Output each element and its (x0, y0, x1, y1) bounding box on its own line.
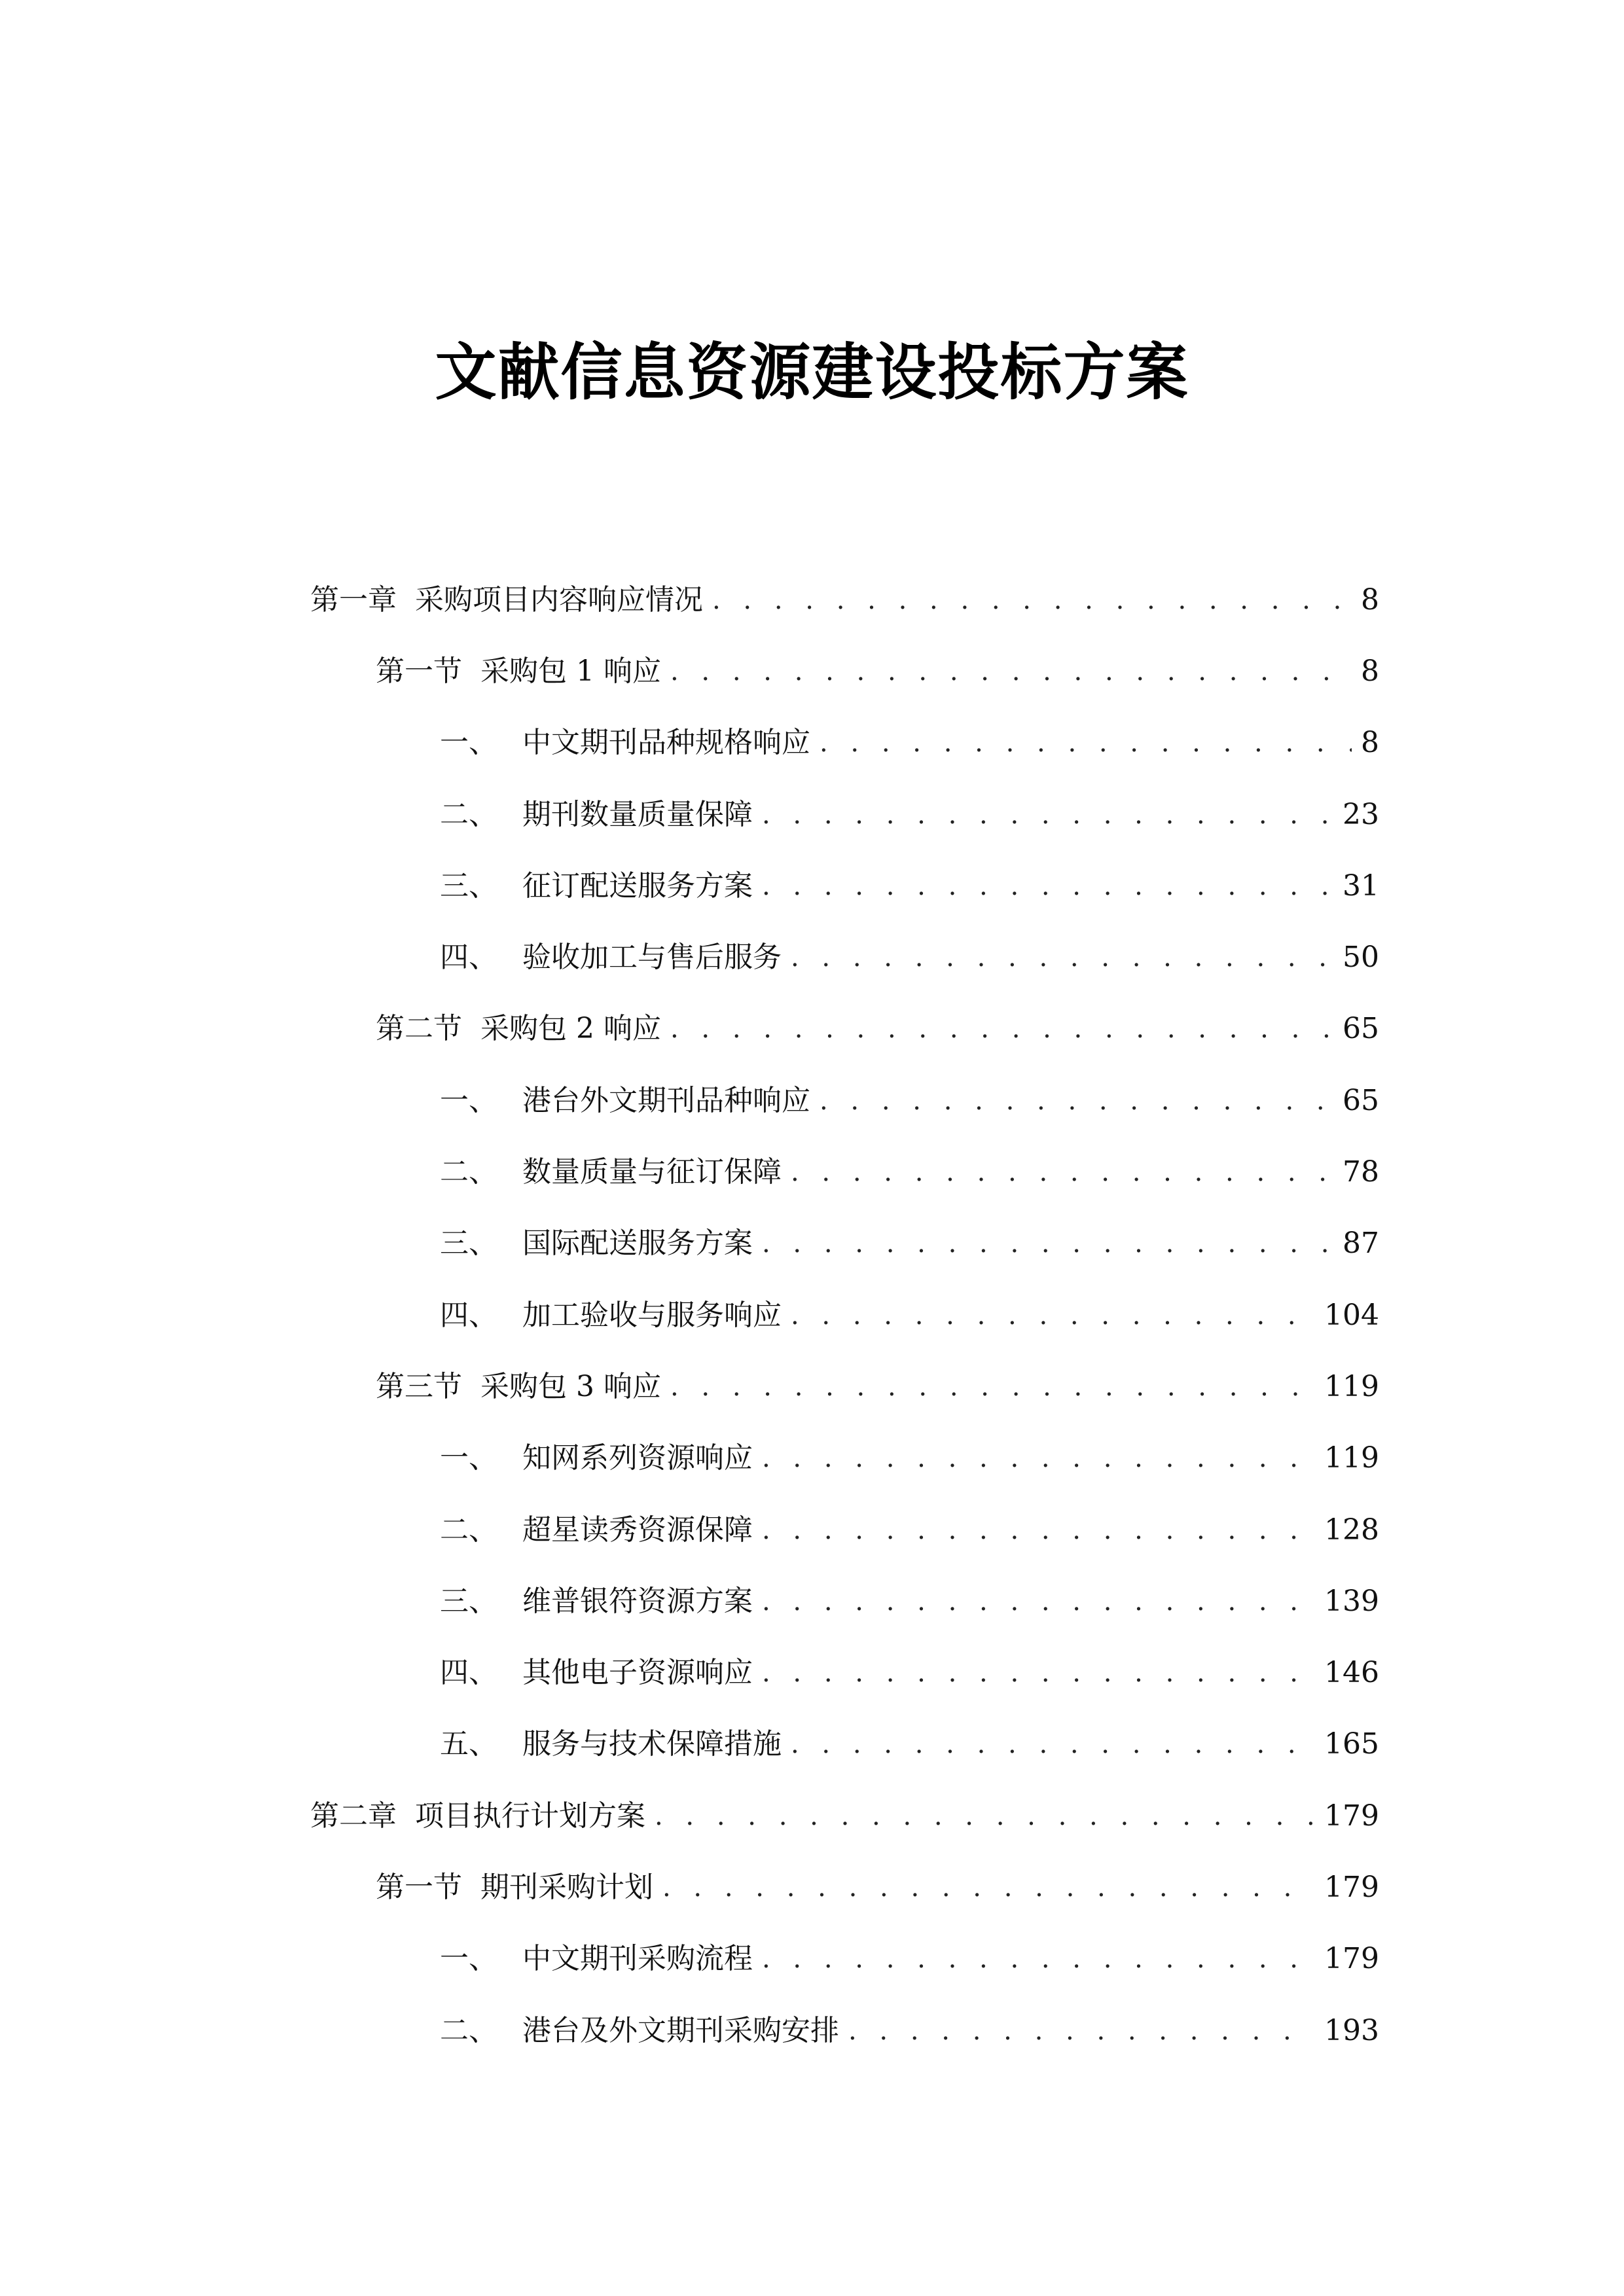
toc-entry-subsection[interactable] (0, 1709, 1624, 1780)
toc-page-number: 119 (1324, 1441, 1379, 1475)
toc-entry-prefix: 五、 (440, 1727, 497, 1761)
toc-entry-label: 国际配送服务方案 (522, 1227, 753, 1261)
toc-entry-subsection[interactable] (0, 850, 1624, 922)
toc-page-number: 8 (1361, 654, 1379, 688)
toc-entry-prefix: 二、 (440, 1155, 497, 1189)
toc-entry-text (310, 1797, 645, 1836)
dot-leader (762, 1439, 1315, 1478)
dot-leader (762, 1511, 1315, 1550)
toc-entry-section[interactable] (0, 1351, 1624, 1422)
toc-entry-text (440, 1439, 753, 1478)
toc-entry-prefix: 三、 (440, 1584, 497, 1618)
toc-entry-subsection[interactable] (0, 1423, 1624, 1494)
toc-entry-subsection[interactable] (0, 1280, 1624, 1351)
dot-leader (655, 1797, 1315, 1836)
dot-leader (791, 1296, 1315, 1335)
toc-entry-section[interactable] (0, 636, 1624, 707)
toc-entry-prefix: 二、 (440, 797, 497, 831)
dot-leader (670, 1367, 1315, 1407)
toc-entry-prefix: 一、 (440, 1441, 497, 1475)
toc-entry-label: 中文期刊品种规格响应 (522, 726, 810, 760)
toc-entry-chapter[interactable] (0, 564, 1624, 636)
toc-entry-label: 港台外文期刊品种响应 (522, 1083, 810, 1117)
toc-entry-prefix: 三、 (440, 1227, 497, 1261)
toc-entry-chapter[interactable] (0, 1780, 1624, 1852)
dot-leader (762, 795, 1333, 834)
toc-entry-text (376, 652, 661, 691)
dot-leader (848, 2011, 1315, 2051)
toc-page-number: 104 (1324, 1298, 1379, 1332)
toc-entry-prefix: 第一节 (376, 1870, 462, 1904)
toc-entry-text (440, 1582, 753, 1621)
dot-leader (712, 581, 1352, 620)
toc-page-number: 87 (1343, 1227, 1379, 1261)
toc-entry-text (440, 2011, 839, 2051)
toc-page-number: 23 (1343, 797, 1379, 831)
toc-page-number: 179 (1324, 1942, 1379, 1976)
toc-entry-label: 期刊采购计划 (480, 1870, 653, 1904)
toc-entry-prefix: 一、 (440, 726, 497, 760)
toc-entry-subsection[interactable] (0, 1566, 1624, 1637)
toc-page-number: 179 (1324, 1799, 1379, 1833)
toc-entry-prefix: 二、 (440, 1513, 497, 1547)
toc-entry-label: 项目执行计划方案 (415, 1799, 645, 1833)
document-title: 文献信息资源建设投标方案 (435, 337, 1189, 408)
toc-entry-prefix: 一、 (440, 1942, 497, 1976)
toc-entry-prefix: 第三节 (376, 1369, 462, 1403)
toc-entry-text (440, 1653, 753, 1693)
toc-entry-text (376, 1868, 653, 1907)
toc-page-number: 193 (1324, 2013, 1379, 2047)
toc-entry-prefix: 第一节 (376, 654, 462, 688)
toc-entry-text (440, 1511, 753, 1550)
toc-page-number: 65 (1343, 1083, 1379, 1117)
toc-entry-label: 采购项目内容响应情况 (415, 583, 703, 617)
toc-page-number: 8 (1361, 726, 1379, 760)
table-of-contents (0, 564, 1624, 2066)
toc-entry-prefix: 四、 (440, 941, 497, 975)
toc-entry-label: 采购包 2 响应 (480, 1012, 661, 1046)
toc-entry-prefix: 二、 (440, 2013, 497, 2047)
toc-entry-label: 验收加工与售后服务 (522, 941, 782, 975)
toc-entry-label: 超星读秀资源保障 (522, 1513, 753, 1547)
toc-entry-prefix: 一、 (440, 1083, 497, 1117)
toc-entry-prefix: 第二章 (310, 1799, 397, 1833)
toc-entry-label: 加工验收与服务响应 (522, 1298, 782, 1332)
toc-entry-label: 采购包 1 响应 (480, 654, 661, 688)
toc-entry-subsection[interactable] (0, 779, 1624, 850)
toc-entry-prefix: 三、 (440, 869, 497, 903)
toc-page-number: 146 (1324, 1656, 1379, 1690)
toc-page-number: 165 (1324, 1727, 1379, 1761)
toc-entry-subsection[interactable] (0, 1494, 1624, 1566)
toc-page-number: 31 (1343, 869, 1379, 903)
toc-page-number: 8 (1361, 583, 1379, 617)
toc-entry-text (376, 1009, 661, 1049)
dot-leader (820, 723, 1352, 762)
dot-leader (791, 1153, 1333, 1192)
toc-page-number: 65 (1343, 1012, 1379, 1046)
toc-entry-text (310, 581, 703, 620)
dot-leader (662, 1868, 1315, 1907)
toc-entry-label: 期刊数量质量保障 (522, 797, 753, 831)
toc-entry-text (440, 1296, 782, 1335)
toc-entry-text (440, 1081, 810, 1121)
toc-entry-text (440, 795, 753, 834)
dot-leader (762, 1653, 1315, 1693)
toc-entry-label: 采购包 3 响应 (480, 1369, 661, 1403)
toc-entry-text (440, 723, 810, 762)
toc-entry-text (440, 1725, 782, 1764)
dot-leader (762, 1224, 1333, 1263)
toc-entry-subsection[interactable] (0, 1924, 1624, 1995)
toc-entry-text (376, 1367, 661, 1407)
toc-entry-text (440, 1153, 782, 1192)
dot-leader (791, 1725, 1315, 1764)
toc-entry-label: 中文期刊采购流程 (522, 1942, 753, 1976)
dot-leader (762, 1582, 1315, 1621)
toc-entry-label: 港台及外文期刊采购安排 (522, 2013, 839, 2047)
toc-entry-section[interactable] (0, 994, 1624, 1065)
dot-leader (820, 1081, 1333, 1121)
toc-entry-label: 数量质量与征订保障 (522, 1155, 782, 1189)
toc-entry-subsection[interactable] (0, 922, 1624, 993)
toc-entry-prefix: 四、 (440, 1298, 497, 1332)
dot-leader (670, 652, 1352, 691)
dot-leader (791, 938, 1333, 977)
toc-entry-text (440, 1939, 753, 1979)
toc-entry-subsection[interactable] (0, 1637, 1624, 1708)
dot-leader (670, 1009, 1333, 1049)
toc-entry-subsection[interactable] (0, 1065, 1624, 1136)
toc-entry-prefix: 第一章 (310, 583, 397, 617)
toc-entry-text (440, 867, 753, 906)
toc-entry-subsection[interactable] (0, 1995, 1624, 2066)
dot-leader (762, 867, 1333, 906)
toc-entry-section[interactable] (0, 1852, 1624, 1923)
toc-entry-prefix: 四、 (440, 1656, 497, 1690)
toc-entry-subsection[interactable] (0, 708, 1624, 779)
toc-entry-label: 其他电子资源响应 (522, 1656, 753, 1690)
toc-entry-prefix: 第二节 (376, 1012, 462, 1046)
toc-entry-label: 维普银符资源方案 (522, 1584, 753, 1618)
toc-page-number: 119 (1324, 1369, 1379, 1403)
toc-page-number: 128 (1324, 1513, 1379, 1547)
toc-entry-text (440, 938, 782, 977)
toc-entry-label: 知网系列资源响应 (522, 1441, 753, 1475)
toc-entry-subsection[interactable] (0, 1208, 1624, 1280)
toc-entry-label: 服务与技术保障措施 (522, 1727, 782, 1761)
toc-page-number: 78 (1343, 1155, 1379, 1189)
toc-page-number: 139 (1324, 1584, 1379, 1618)
toc-page-number: 179 (1324, 1870, 1379, 1904)
toc-page-number: 50 (1343, 941, 1379, 975)
toc-entry-label: 征订配送服务方案 (522, 869, 753, 903)
toc-entry-subsection[interactable] (0, 1136, 1624, 1208)
toc-entry-text (440, 1224, 753, 1263)
dot-leader (762, 1939, 1315, 1979)
